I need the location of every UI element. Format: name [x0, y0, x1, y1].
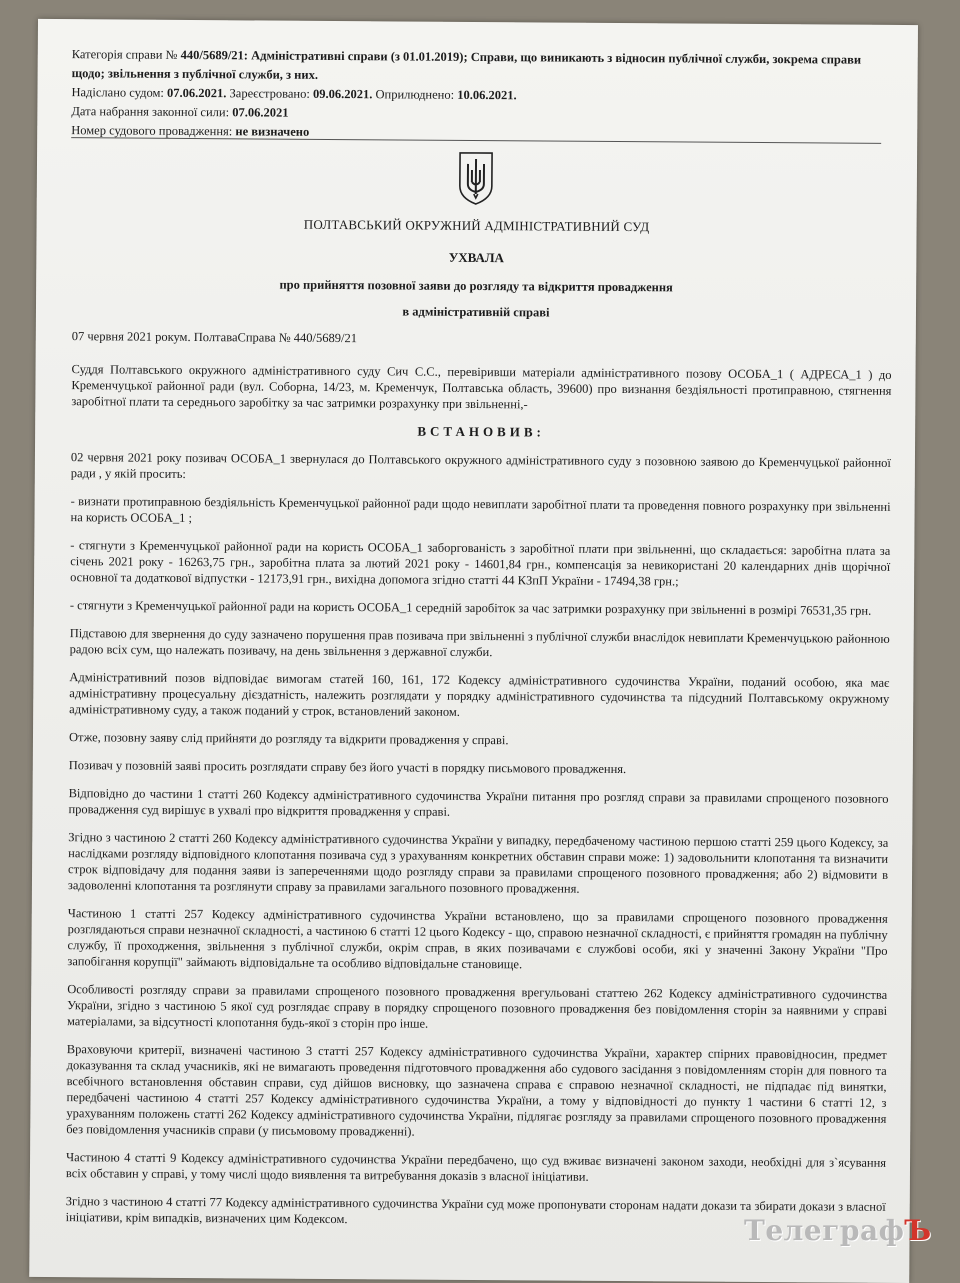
paragraph: Особливості розгляду справи за правилами спрощеного позовного провадження врегульовані статтею 262 Кодексу адміністративного судочинства України, згідно з частиною 5 якої суд розглядає справу в порядку спрощеного позовного провадження без повідомлення сторін за наявними у справі матеріалами, за відсутності клопотання будь-якої з сторін про інше.: [66, 982, 888, 1031]
paragraph: - стягнути з Кременчуцької районної ради на користь ОСОБА_1 заборгованість з заробітної плати при звільненні, що складається: заробітна плата за січень 2021 року - 16263,75 грн., заробітна плата за лютий 2021 року - 14601,84 грн., компенсація за невикористані 20 календарних днів щорічної основної та додаткової відпустки - 12173,91 грн., вихідна допомога згідно статті 44 КЗпП України - 17494,38 грн.;: [70, 538, 891, 589]
paragraph: Відповідно до частини 1 статті 260 Кодексу адміністративного судочинства України питання про розгляд справи за правилами спрощеного позовного провадження суд вирішує в ухвалі про відкриття провадження у справі.: [68, 786, 889, 819]
court-name: ПОЛТАВСЬКИЙ ОКРУЖНИЙ АДМІНІСТРАТИВНИЙ СУД: [303, 216, 650, 235]
section-heading: ВСТАНОВИВ:: [417, 423, 545, 440]
paragraph: Згідно з частиною 4 статті 77 Кодексу адміністративного судочинства України суд може пропонувати сторонам надати докази та збирати докази з власної ініціативи, крім випадків, визначених цим Кодексом.: [65, 1194, 886, 1227]
document-subtitle-2: в адміністративній справі: [402, 304, 550, 320]
paragraph: Отже, позовну заяву слід прийняти до розгляду та відкрити провадження у справі.: [68, 730, 509, 748]
paragraph: Частиною 4 статті 9 Кодексу адміністративного судочинства України передбачено, що суд вживає визначені законом заходи, необхідні для з`ясування всіх обставин у справі, у тому числі щодо виявлення та витребування доказів з власної ініціативи.: [65, 1150, 887, 1184]
document-page: [29, 19, 918, 1283]
paragraph: Частиною 1 статті 257 Кодексу адміністративного судочинства України встановлено, що за правилами спрощеного позовного провадження розглядаються справи незначної складності, а частиною 6 статті 12 цього Кодексу - що, справою незначної складності, є прийняття громадян на публічну службу, її проходження, звільнення з публічної служби, окрім справ, в яких позивачами є службові особи, які у значенні Закону України "Про запобігання корупції" займають відповідальне та особливо відповідальне становище.: [67, 906, 888, 972]
paragraph: - стягнути з Кременчуцької районної ради на користь ОСОБА_1 середній заробіток за час затримки розрахунку при звільненні в розмірі 76531,35 грн.: [69, 598, 872, 618]
case-category-line: [72, 45, 892, 89]
published-value: 10.06.2021.: [457, 87, 517, 103]
telegraf-watermark: [744, 1214, 932, 1247]
proceeding-value: не визначено: [235, 124, 310, 139]
case-category-value: 440/5689/21: Адміністративні справи (з 01.01.2019); Справи, що виникають з відносин публічної служби, зокрема справи щодо; звільнення з публічної служби, з них.: [71, 47, 862, 82]
sent-value: 07.06.2021.: [166, 85, 227, 101]
paragraph: Згідно з частиною 2 статті 260 Кодексу адміністративного судочинства України у випадку, передбаченому частиною першою статті 259 цього Кодексу, за наслідками розгляду відповідного клопотання позивача суд з урахуванням конкретних обставин справи може: 1) задовольнити клопотання та визначити строк відповідачу для подання заяви із запереченнями щодо розгляду справи за правилами спрощеного позовного провадження; або 2) відмовити в задоволенні клопотання та розглянути справу за правилами загального позовного провадження.: [67, 830, 889, 896]
paragraph: Підставою для звернення до суду зазначено порушення прав позивача при звільненні з публічної служби внаслідок невиплати Кременчуцькою районною радою всіх сум, що належать позивачу, на день звільнення з державної служби.: [69, 626, 890, 660]
document-body: [66, 361, 892, 1243]
coat-of-arms-icon: [457, 150, 495, 206]
paragraph: Позивач у позовній заяві просить розглядати справу без його участі в порядку письмового провадження.: [68, 758, 627, 777]
date-line: 07 червня 2021 рокум. ПолтаваСправа № 440/5689/21: [71, 329, 358, 346]
paragraph: 02 червня 2021 року позивач ОСОБА_1 звернулася до Полтавського окружного адміністративного суду з позовною заявою до Кременчуцької районної ради , у якій просить:: [70, 450, 891, 481]
document-title: УХВАЛА: [448, 249, 505, 266]
paragraph: Адміністративний позов відповідає вимогам статей 160, 161, 172 Кодексу адміністративного судочинства України, поданий особою, яка має адміністративну процесуальну дієздатність, належить розглядати у порядку адміністративного судочинства та підсудний Полтавському окружному адміністративному суду, а також поданий у строк, встановлений законом.: [69, 670, 890, 719]
effective-value: 07.06.2021: [232, 105, 289, 120]
paragraph: Враховуючи критерії, визначені частиною 3 статті 257 Кодексу адміністративного судочинства України, характер спірних правовідносин, предмет доказування та склад учасників, які не вимагають проведення підготовчого провадження або судового засідання з повідомленням сторін для повного та всебічного встановлення обставин справи, суд дійшов висновку, що зазначена справа є справою незначної складності, не підпадає під винятки, передбачені частиною 4 статті 257 Кодексу адміністративного судочинства України, а тому у відповідності до пункту 1 частини 6 статті 12, з урахуванням положень статті 262 Кодексу адміністративного судочинства України, підлягає розгляду за правилами спрощеного позовного провадження без повідомлення учасників справи (у письмовому провадженні).: [66, 1042, 887, 1139]
case-metadata: [71, 45, 892, 146]
paragraph: Суддя Полтавського окружного адміністративного суду Сич С.С., перевіривши матеріали адміністративного позову ОСОБА_1 ( АДРЕСА_1 ) до Кременчуцької районної ради (вул. Соборна, 14/23, м. Кременчук, Полтавська область, 39600) про визнання бездіяльності протиправною, стягнення заробітної плати та середнього заробітку за час затримки розрахунку при звільненні,-: [71, 362, 892, 412]
proceeding-label: Номер судового провадження:: [71, 123, 236, 139]
watermark-accent: Ъ: [904, 1214, 932, 1247]
effective-label: Дата набрання законної сили:: [71, 104, 233, 120]
paragraph: - визнати протиправною бездіяльність Кременчуцької районної ради щодо невиплати заробітної плати та проведення повного розрахунку при звільненні на користь ОСОБА_1 ;: [70, 494, 891, 526]
sent-label: Надіслано судом:: [71, 85, 168, 100]
registered-label: Зареєстровано:: [226, 86, 314, 101]
watermark-text: Телеграф: [744, 1214, 905, 1247]
case-category-label: Категорія справи №: [71, 47, 181, 62]
registered-value: 09.06.2021.: [312, 86, 373, 102]
document-subtitle: про прийняття позовної заяви до розгляду та відкриття провадження: [279, 277, 673, 295]
published-label: Оприлюднено:: [372, 87, 458, 102]
